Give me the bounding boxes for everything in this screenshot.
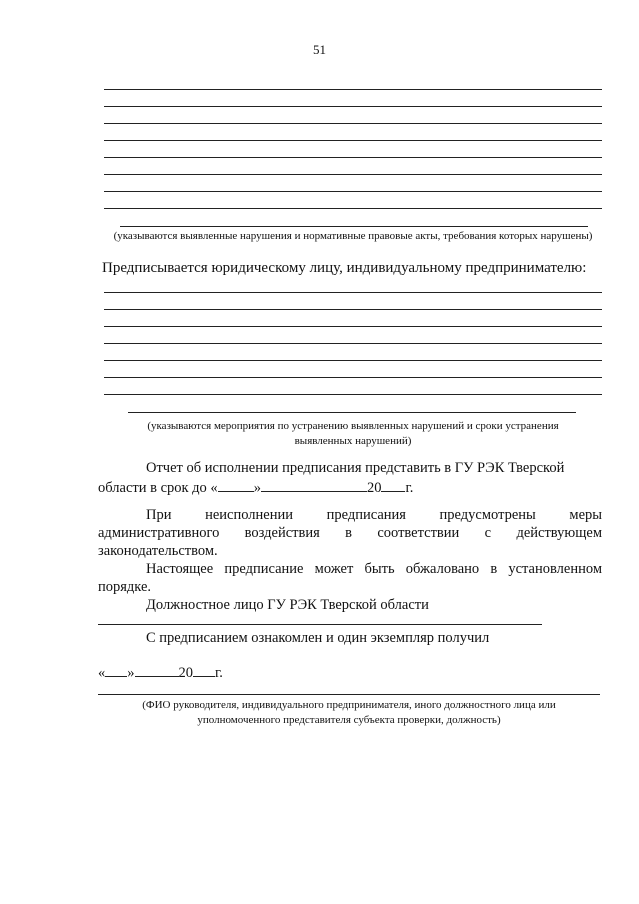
fill-line	[104, 157, 602, 158]
acquainted-label: С предписанием ознакомлен и один экземпляр получил	[146, 630, 490, 646]
fill-line	[104, 292, 602, 293]
fill-line	[104, 208, 602, 209]
fill-line	[104, 377, 602, 378]
report-text-c: 20	[366, 480, 382, 496]
appeal-line-1: Настоящее предписание может быть обжаловано в установленном	[146, 561, 602, 577]
signer-caption-2: уполномоченного представителя субъекта проверки, должность)	[197, 714, 501, 726]
official-signature-line	[98, 624, 542, 625]
measures-caption-1: (указываются мероприятия по устранению выявленных нарушений и сроки устранения	[147, 420, 559, 432]
date-close-quote: »	[127, 665, 135, 681]
nonexec-line-3: законодательством.	[98, 543, 218, 559]
date-open-quote: «	[98, 665, 106, 681]
fill-line	[128, 412, 576, 413]
report-text-b: »	[253, 480, 261, 496]
date-year-prefix: 20	[178, 665, 193, 681]
fill-line	[104, 394, 602, 395]
date-year-suffix: г.	[215, 665, 223, 681]
fill-line	[104, 89, 602, 90]
year-blank	[193, 664, 215, 677]
official-label: Должностное лицо ГУ РЭК Тверской области	[146, 597, 429, 613]
signer-caption-1: (ФИО руководителя, индивидуального предпринимателя, иного должностного лица или	[142, 699, 556, 711]
fill-line	[104, 123, 602, 124]
page-number: 51	[313, 42, 326, 57]
fill-line	[104, 106, 602, 107]
report-text-d: г.	[405, 480, 414, 496]
fill-line	[104, 309, 602, 310]
fill-line	[104, 191, 602, 192]
report-line-1: Отчет об исполнении предписания представить в ГУ РЭК Тверской	[146, 460, 565, 476]
report-text-a: области в срок до «	[98, 480, 218, 496]
fill-line	[104, 326, 602, 327]
year-blank	[381, 479, 405, 492]
fill-line	[104, 140, 602, 141]
measures-caption-2: выявленных нарушений)	[294, 435, 412, 447]
fill-line	[120, 226, 588, 227]
nonexec-line-1: При неисполнении предписания предусмотрены меры	[146, 507, 602, 523]
violations-caption: (указываются выявленные нарушения и нормативные правовые акты, требования которых нарушены)	[113, 230, 593, 242]
fill-line	[104, 343, 602, 344]
fill-line	[104, 360, 602, 361]
month-blank	[261, 479, 367, 492]
prescribed-to-heading: Предписывается юридическому лицу, индивидуальному предпринимателю:	[102, 260, 587, 276]
day-blank	[105, 664, 127, 677]
month-blank	[135, 664, 179, 677]
signer-line	[98, 694, 600, 695]
nonexec-line-2: административного воздействия в соответствии с действующем	[98, 525, 602, 541]
signature-date	[98, 664, 223, 682]
day-blank	[218, 479, 254, 492]
appeal-line-2: порядке.	[98, 579, 152, 595]
report-line-2	[98, 479, 413, 497]
fill-line	[104, 174, 602, 175]
